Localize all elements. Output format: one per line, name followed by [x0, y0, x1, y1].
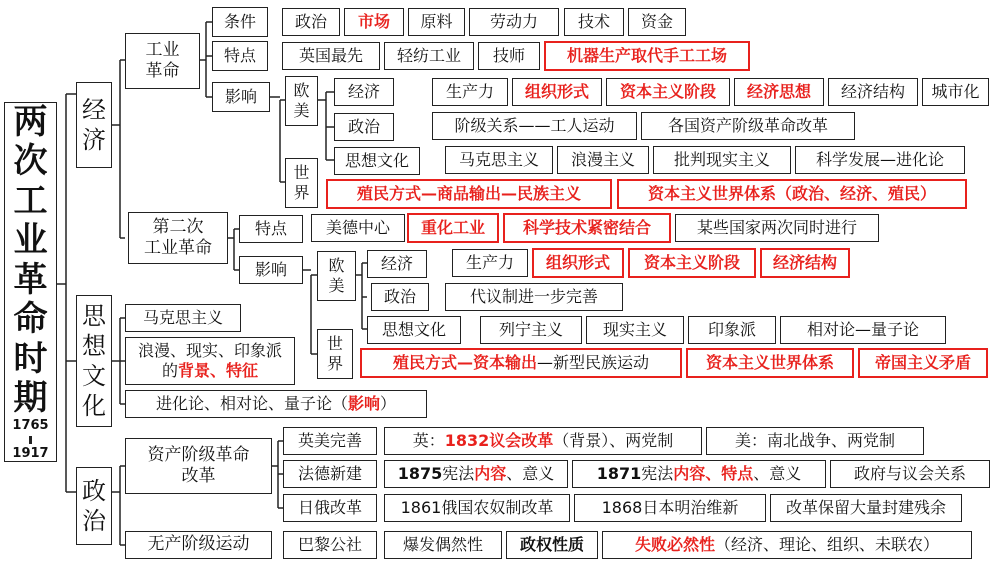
- condition-item: 资金: [628, 8, 686, 36]
- impact-item: 马克思主义: [445, 146, 553, 174]
- impact-item: 城市化: [922, 78, 989, 106]
- world-char: 世: [326, 334, 343, 353]
- thought-item: [125, 390, 427, 418]
- de-text: 、意义: [753, 463, 802, 483]
- jp-ru-label: 日俄改革: [283, 494, 377, 522]
- world-item-rest: —新型民族运动: [537, 352, 650, 372]
- world-item-red: 殖民方式—资本输出: [392, 352, 537, 372]
- title-char: 期: [13, 378, 48, 419]
- fr-text: 宪法: [442, 463, 475, 483]
- end-year: 1917: [12, 445, 49, 461]
- ir1-conditions-label: 条件: [212, 7, 268, 37]
- impact-item: 代议制进一步完善: [445, 283, 623, 311]
- condition-item: 技术: [564, 8, 624, 36]
- de-item: [572, 460, 826, 488]
- ir1-west-node: [285, 76, 318, 126]
- de-text: 宪法: [641, 463, 674, 483]
- fr-red: 内容: [474, 463, 507, 483]
- impact-item: 生产力: [452, 249, 528, 277]
- gov-parliament-item: 政府与议会关系: [830, 460, 990, 488]
- world-char: 界: [293, 183, 310, 202]
- impact-item: 阶级关系——工人运动: [432, 112, 637, 140]
- title-char: 命: [13, 299, 48, 340]
- impact-item: 批判现实主义: [653, 146, 791, 174]
- uk-red: 1832议会改革: [444, 430, 554, 450]
- uk-prefix: 英：: [412, 430, 445, 450]
- thought-item: [125, 337, 295, 385]
- world-item-highlight: [360, 348, 682, 378]
- jp-item: 1868日本明治维新: [574, 494, 766, 522]
- impact-item-highlight: 经济结构: [760, 248, 850, 278]
- condition-item: 原料: [408, 8, 465, 36]
- west-char: 美: [293, 101, 310, 120]
- world-char: 界: [326, 354, 343, 373]
- impact-item-highlight: 组织形式: [532, 248, 624, 278]
- proletarian-item: 爆发偶然性: [384, 531, 502, 559]
- fr-item: [384, 460, 568, 488]
- impact-item: 浪漫主义: [557, 146, 649, 174]
- feature-item: 轻纺工业: [384, 42, 474, 70]
- world-item-highlight: 资本主义世界体系（政治、经济、殖民）: [617, 179, 967, 209]
- feature-item-highlight: 机器生产取代手工工场: [544, 41, 750, 71]
- ir1-label-line: 革命: [145, 61, 180, 81]
- paris-commune-label: 巴黎公社: [283, 531, 377, 559]
- impact-item: 科学发展—进化论: [795, 146, 965, 174]
- feature-item-highlight: 科学技术紧密结合: [503, 213, 671, 243]
- condition-item: 市场: [344, 8, 404, 36]
- condition-item: 劳动力: [469, 8, 559, 36]
- ir2-label-line: 第二次: [152, 216, 204, 237]
- impact-item: 相对论—量子论: [780, 316, 946, 344]
- proletarian-item: [602, 531, 972, 559]
- bourgeois-label-line: 资产阶级革命: [147, 444, 250, 465]
- thought-item-line: [162, 361, 258, 381]
- thought-item-text: 的: [161, 361, 178, 380]
- economy-char: 经: [82, 96, 106, 124]
- start-year: 1765: [12, 417, 49, 433]
- title-char: 革: [13, 259, 48, 300]
- impact-item: 各国资产阶级革命改革: [641, 112, 855, 140]
- ir1-node: [125, 33, 200, 89]
- ir2-west-thought-label: 思想文化: [367, 316, 461, 344]
- ir2-west-node: [317, 251, 356, 301]
- uk-suffix: （背景）、两党制: [553, 430, 674, 450]
- title-char: 工: [13, 180, 48, 221]
- ir2-west-politics-label: 政治: [371, 283, 429, 311]
- uk-item: [384, 427, 702, 455]
- feature-item: 英国最先: [282, 42, 380, 70]
- politics-char: 政: [82, 477, 106, 505]
- ir1-label-line: 工业: [145, 39, 180, 60]
- proletarian-node: 无产阶级运动: [125, 531, 272, 559]
- economy-char: 济: [82, 126, 106, 154]
- ir2-west-economy-label: 经济: [367, 250, 427, 278]
- impact-item: 印象派: [688, 316, 776, 344]
- thought-char: 想: [82, 332, 106, 360]
- impact-item: 现实主义: [586, 316, 684, 344]
- fr-year: 1875: [397, 463, 443, 483]
- thought-char: 文: [82, 362, 106, 390]
- ir2-impact-label: 影响: [239, 256, 303, 284]
- west-char: 欧: [293, 81, 310, 100]
- world-item-highlight: 殖民方式—商品输出—民族主义: [326, 179, 612, 209]
- ir1-impact-label: 影响: [212, 82, 270, 112]
- uk-us-label: 英美完善: [283, 427, 377, 455]
- feature-item: 美德中心: [311, 214, 405, 242]
- ir1-features-label: 特点: [212, 41, 268, 71]
- politics-node: [76, 467, 112, 545]
- impact-item-highlight: 资本主义阶段: [628, 248, 756, 278]
- page-title: [4, 102, 57, 462]
- ir1-west-thought-label: 思想文化: [334, 147, 420, 175]
- thought-char: 化: [82, 392, 106, 420]
- ir2-features-label: 特点: [239, 215, 303, 243]
- impact-item: 生产力: [432, 78, 508, 106]
- fr-text: 、意义: [506, 463, 555, 483]
- ru-item: 1861俄国农奴制改革: [384, 494, 570, 522]
- thought-node: [76, 295, 112, 427]
- impact-item: 列宁主义: [480, 316, 582, 344]
- thought-item-line: 浪漫、现实、印象派: [137, 341, 282, 360]
- condition-item: 政治: [282, 8, 340, 36]
- impact-item: 经济思想: [734, 78, 824, 106]
- bourgeois-node: [125, 438, 272, 494]
- world-char: 世: [293, 163, 310, 182]
- politics-char: 治: [82, 507, 106, 535]
- thought-item-red: 背景、特征: [178, 361, 259, 380]
- economy-node: [76, 82, 112, 168]
- fr-de-label: 法德新建: [283, 460, 377, 488]
- year-divider: [29, 436, 32, 444]
- impact-item: 经济结构: [828, 78, 918, 106]
- feudal-note-item: 改革保留大量封建残余: [770, 494, 962, 522]
- title-char: 次: [13, 141, 48, 182]
- thought-item-red: 影响: [347, 393, 380, 413]
- west-char: 欧: [328, 256, 345, 275]
- failure-reasons: （经济、理论、组织、未联农）: [715, 534, 940, 554]
- us-item: 美：南北战争、两党制: [706, 427, 924, 455]
- bourgeois-label-line: 改革: [181, 466, 216, 486]
- impact-item: 资本主义阶段: [606, 78, 730, 106]
- title-char: 时: [13, 338, 48, 379]
- ir2-world-node: [317, 329, 353, 379]
- ir1-world-node: [285, 158, 318, 208]
- feature-item: 某些国家两次同时进行: [675, 214, 879, 242]
- title-char: 业: [13, 220, 48, 261]
- proletarian-item: 政权性质: [506, 531, 598, 559]
- world-item-highlight: 帝国主义矛盾: [858, 348, 988, 378]
- failure-red: 失败必然性: [634, 534, 715, 554]
- ir1-west-politics-label: 政治: [334, 113, 394, 141]
- thought-item-text: 进化论、相对论、量子论（: [155, 393, 348, 413]
- west-char: 美: [328, 276, 345, 295]
- ir2-node: [128, 212, 228, 264]
- thought-char: 思: [82, 302, 106, 330]
- feature-item: 技师: [478, 42, 540, 70]
- de-red: 内容、特点: [673, 463, 754, 483]
- impact-item: 组织形式: [512, 78, 602, 106]
- thought-item-text: ）: [380, 393, 397, 413]
- de-year: 1871: [596, 463, 642, 483]
- thought-item: 马克思主义: [125, 304, 241, 332]
- world-item-highlight: 资本主义世界体系: [686, 348, 854, 378]
- ir2-label-line: 工业革命: [144, 238, 212, 258]
- feature-item-highlight: 重化工业: [407, 213, 499, 243]
- ir1-west-economy-label: 经济: [334, 78, 394, 106]
- title-char: 两: [13, 102, 48, 142]
